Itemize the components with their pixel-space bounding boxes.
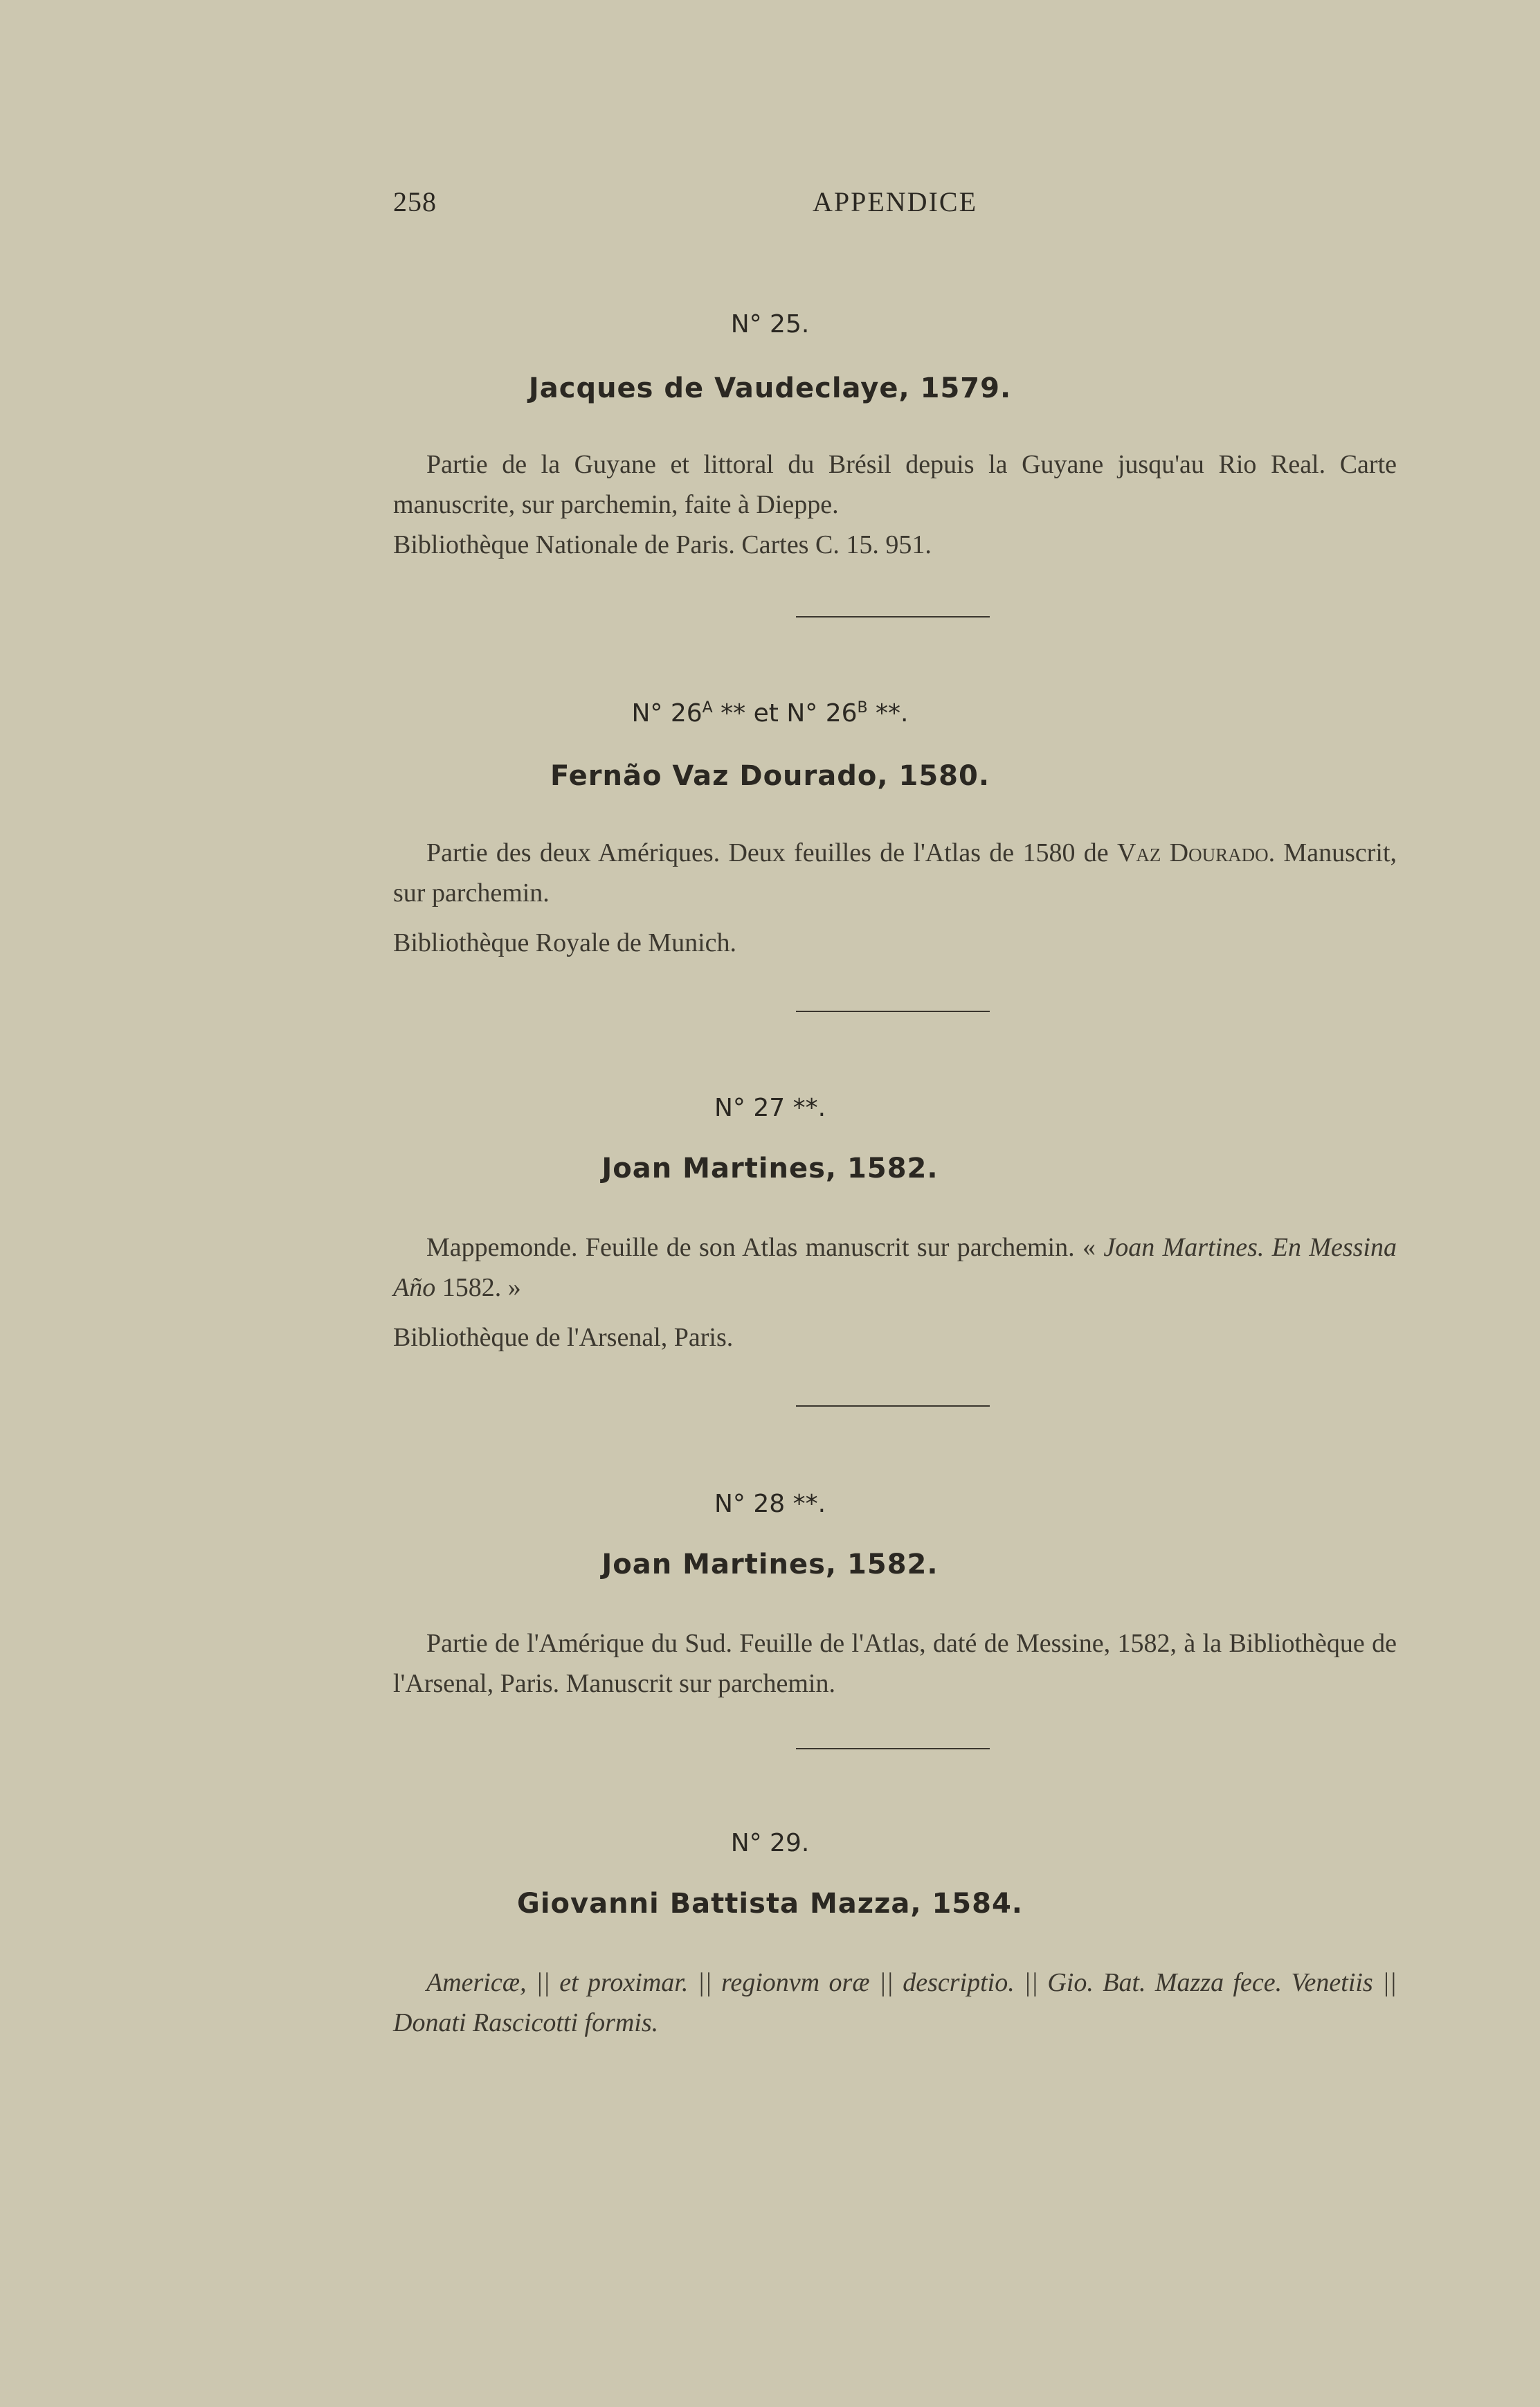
entry-cartographer: Giovanni Battista Mazza, 1584.	[517, 1888, 1023, 1920]
library-line: Bibliothèque Royale de Munich.	[393, 928, 737, 957]
description-text: Partie des deux Amériques. Deux feuilles de l'Atlas de 1580 de Vaz Dourado. Manuscrit, sur parchemin.	[393, 838, 1397, 908]
entry-cartographer: Fernão Vaz Dourado, 1580.	[550, 760, 990, 792]
entry-description	[393, 1963, 1397, 2043]
suffix-a: A	[702, 699, 713, 716]
entry-description	[393, 833, 1397, 963]
description-text: Partie de la Guyane et littoral du Brésil depuis la Guyane jusqu'au Rio Real. Carte manuscrite, sur parchemin, faite à Dieppe.	[393, 450, 1397, 519]
entry-number: N° 27 **.	[714, 1094, 826, 1122]
number-b: ** et N° 26	[712, 699, 858, 728]
entry-cartographer: Jacques de Vaudeclaye, 1579.	[528, 372, 1012, 404]
running-title: APPENDICE	[812, 186, 978, 217]
library-line: Bibliothèque Nationale de Paris. Cartes C. 15. 951.	[393, 530, 932, 559]
number-tail: **.	[867, 699, 909, 728]
entry-number: N° 28 **.	[714, 1490, 826, 1518]
entry-number: N° 25.	[730, 310, 810, 339]
separator-rule	[796, 1011, 990, 1012]
separator-rule	[796, 1405, 990, 1407]
description-text: Mappemonde. Feuille de son Atlas manuscrit sur parchemin. « Joan Martines. En Messina Año 1582. »	[393, 1233, 1397, 1302]
library-line: Bibliothèque de l'Arsenal, Paris.	[393, 1323, 734, 1352]
separator-rule	[796, 616, 990, 617]
entry-description	[393, 1227, 1397, 1358]
description-text: Americæ, || et proximar. || regionvm oræ || descriptio. || Gio. Bat. Mazza fece. Venetiis || Donati Rascicotti formis.	[393, 1968, 1397, 2037]
running-head	[393, 186, 1397, 227]
entry-cartographer: Joan Martines, 1582.	[601, 1153, 939, 1184]
entry-description	[393, 1623, 1397, 1704]
description-text: Partie de l'Amérique du Sud. Feuille de l'Atlas, daté de Messine, 1582, à la Bibliothèque de l'Arsenal, Paris. Manuscrit sur parchemin.	[393, 1629, 1397, 1698]
entry-description	[393, 444, 1397, 565]
page-number: 258	[393, 186, 437, 217]
suffix-b: B	[857, 699, 868, 716]
entry-number	[0, 699, 1540, 728]
number-a: N° 26	[631, 699, 703, 728]
entry-number: N° 29.	[730, 1829, 810, 1857]
separator-rule	[796, 1748, 990, 1749]
entry-cartographer: Joan Martines, 1582.	[601, 1549, 939, 1580]
